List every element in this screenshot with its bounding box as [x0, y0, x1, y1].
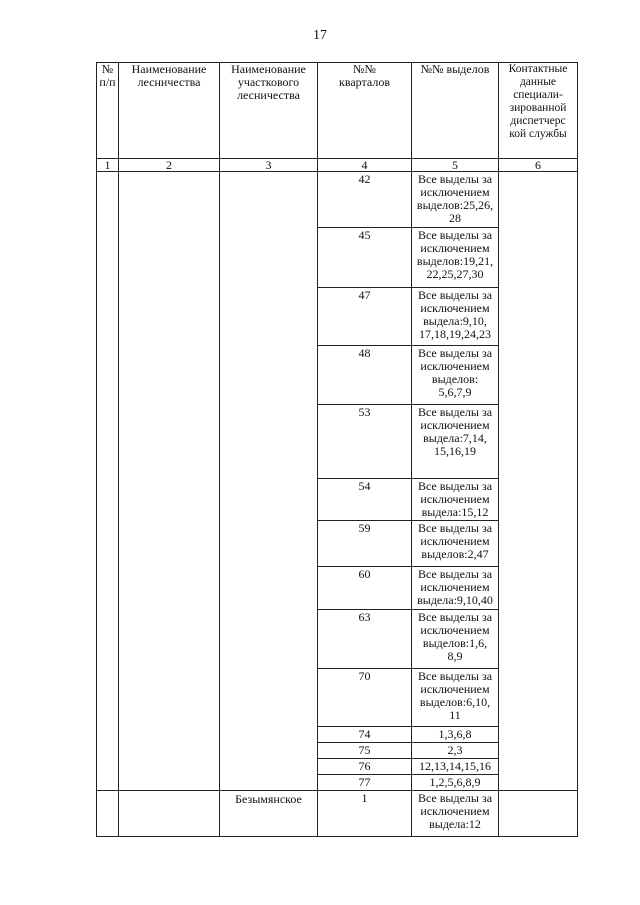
cell-forestry [119, 172, 220, 791]
quarter-cell: 54 [318, 479, 412, 521]
col-number: 1 [97, 159, 119, 172]
header-local-forestry: Наименование участкового лесничества [220, 63, 318, 159]
header-contacts: Контактные данные специали- зированной диспетчерс кой службы [499, 63, 578, 159]
quarter-cell: 75 [318, 743, 412, 759]
cell-contacts [499, 172, 578, 791]
subdivisions-cell: Все выделы за исключением выделов:25,26, 28 [412, 172, 499, 228]
quarter-cell: 70 [318, 669, 412, 727]
subdivisions-cell: Все выделы за исключением выдела:15,12 [412, 479, 499, 521]
quarter-cell: 1 [318, 791, 412, 837]
subdivisions-cell: Все выделы за исключением выдела:9,10, 17,18,19,24,23 [412, 288, 499, 346]
cell-num [97, 791, 119, 837]
col-number: 2 [119, 159, 220, 172]
table-row [97, 791, 578, 837]
forestry-table [96, 62, 578, 837]
col-number: 3 [220, 159, 318, 172]
cell-num [97, 172, 119, 791]
subdivisions-cell: 1,3,6,8 [412, 727, 499, 743]
quarter-cell: 77 [318, 775, 412, 791]
quarter-cell: 45 [318, 228, 412, 288]
cell-forestry [119, 791, 220, 837]
quarter-cell: 63 [318, 610, 412, 669]
quarter-cell: 74 [318, 727, 412, 743]
cell-contacts [499, 791, 578, 837]
subdivisions-cell: Все выделы за исключением выделов:6,10, 11 [412, 669, 499, 727]
header-subdivisions: №№ выделов [412, 63, 499, 159]
col-number: 4 [318, 159, 412, 172]
quarter-cell: 60 [318, 567, 412, 610]
subdivisions-cell: Все выделы за исключением выделов:2,47 [412, 521, 499, 567]
subdivisions-cell: 12,13,14,15,16 [412, 759, 499, 775]
page-number: 17 [313, 28, 327, 43]
column-number-row [97, 159, 578, 172]
header-row [97, 63, 578, 159]
quarter-cell: 48 [318, 346, 412, 405]
col-number: 6 [499, 159, 578, 172]
subdivisions-cell: 1,2,5,6,8,9 [412, 775, 499, 791]
subdivisions-cell: Все выделы за исключением выделов:1,6, 8,9 [412, 610, 499, 669]
subdivisions-cell: Все выделы за исключением выделов: 5,6,7,9 [412, 346, 499, 405]
cell-local-forestry: Безымянское [220, 791, 318, 837]
col-number: 5 [412, 159, 499, 172]
quarter-cell: 59 [318, 521, 412, 567]
subdivisions-cell: Все выделы за исключением выдела:12 [412, 791, 499, 837]
header-num: № п/п [97, 63, 119, 159]
subdivisions-cell: Все выделы за исключением выделов:19,21, 22,25,27,30 [412, 228, 499, 288]
quarter-cell: 47 [318, 288, 412, 346]
cell-local-forestry [220, 172, 318, 791]
subdivisions-cell: 2,3 [412, 743, 499, 759]
header-forestry: Наименование лесничества [119, 63, 220, 159]
header-quarters: №№ кварталов [318, 63, 412, 159]
table-row [97, 172, 578, 228]
quarter-cell: 76 [318, 759, 412, 775]
subdivisions-cell: Все выделы за исключением выдела:9,10,40 [412, 567, 499, 610]
quarter-cell: 42 [318, 172, 412, 228]
quarter-cell: 53 [318, 405, 412, 479]
subdivisions-cell: Все выделы за исключением выдела:7,14, 15,16,19 [412, 405, 499, 479]
